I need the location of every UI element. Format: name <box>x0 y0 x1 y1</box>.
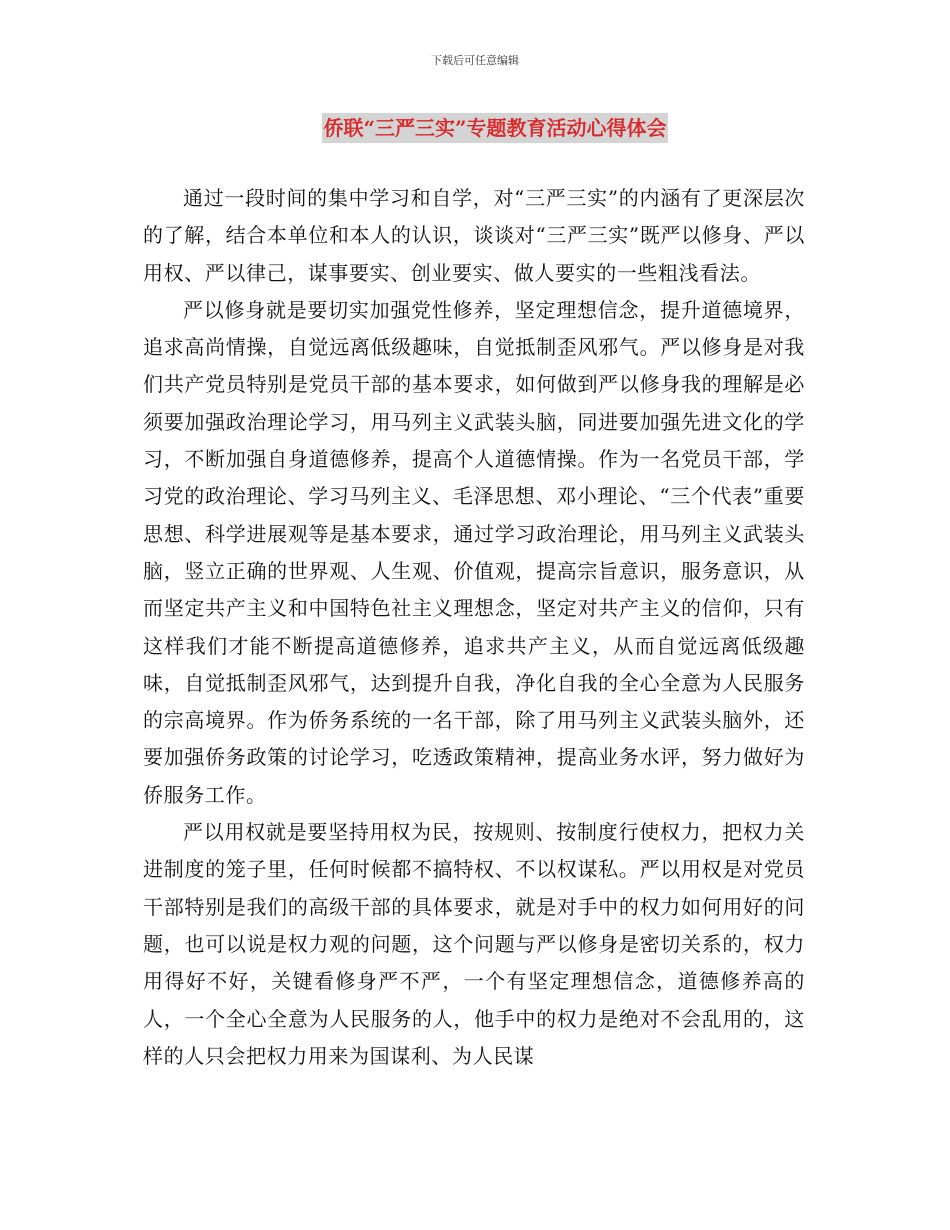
paragraph-1: 通过一段时间的集中学习和自学，对“三严三实”的内涵有了更深层次的了解，结合本单位和本人的认识，谈谈对“三严三实”既严以修身、严以用权、严以律己，谋事要实、创业要实、做人要实的一些粗浅看法。 <box>143 186 805 285</box>
document-body <box>143 180 805 1075</box>
document-title: 侨联“三严三实”专题教育活动心得体会 <box>322 113 667 143</box>
title-container <box>0 113 950 143</box>
paragraph-2: 严以修身就是要切实加强党性修养，坚定理想信念，提升道德境界，追求高尚情操，自觉远离低级趣味，自觉抵制歪风邪气。严以修身是对我们共产党员特别是党员干部的基本要求，如何做到严以修身我的理解是必须要加强政治理论学习，用马列主义武装头脑，同进要加强先进文化的学习，不断加强自身道德修养，提高个人道德情操。作为一名党员干部，学习党的政治理论、学习马列主义、毛泽思想、邓小理论、“三个代表”重要思想、科学进展观等是基本要求，通过学习政治理论，用马列主义武装头脑，竖立正确的世界观、人生观、价值观，提高宗旨意识，服务意识，从而坚定共产主义和中国特色社主义理想念，坚定对共产主义的信仰，只有这样我们才能不断提高道德修养，追求共产主义，从而自觉远离低级趣味，自觉抵制歪风邪气，达到提升自我，净化自我的全心全意为人民服务的宗高境界。作为侨务系统的一名干部，除了用马列主义武装头脑外，还要加强侨务政策的讨论学习，吃透政策精神，提高业务水评，努力做好为侨服务工作。 <box>143 297 805 807</box>
page-header: 下载后可任意编辑 <box>431 54 519 67</box>
paragraph-3: 严以用权就是要坚持用权为民，按规则、按制度行使权力，把权力关进制度的笼子里，任何时候都不搞特权、不以权谋私。严以用权是对党员干部特别是我们的高级干部的具体要求，就是对手中的权力如何用好的问题，也可以说是权力观的问题，这个问题与严以修身是密切关系的，权力用得好不好，关键看修身严不严，一个有坚定理想信念，道德修养高的人，一个全心全意为人民服务的人，他手中的权力是绝对不会乱用的，这样的人只会把权力用来为国谋利、为人民谋 <box>143 820 805 1068</box>
